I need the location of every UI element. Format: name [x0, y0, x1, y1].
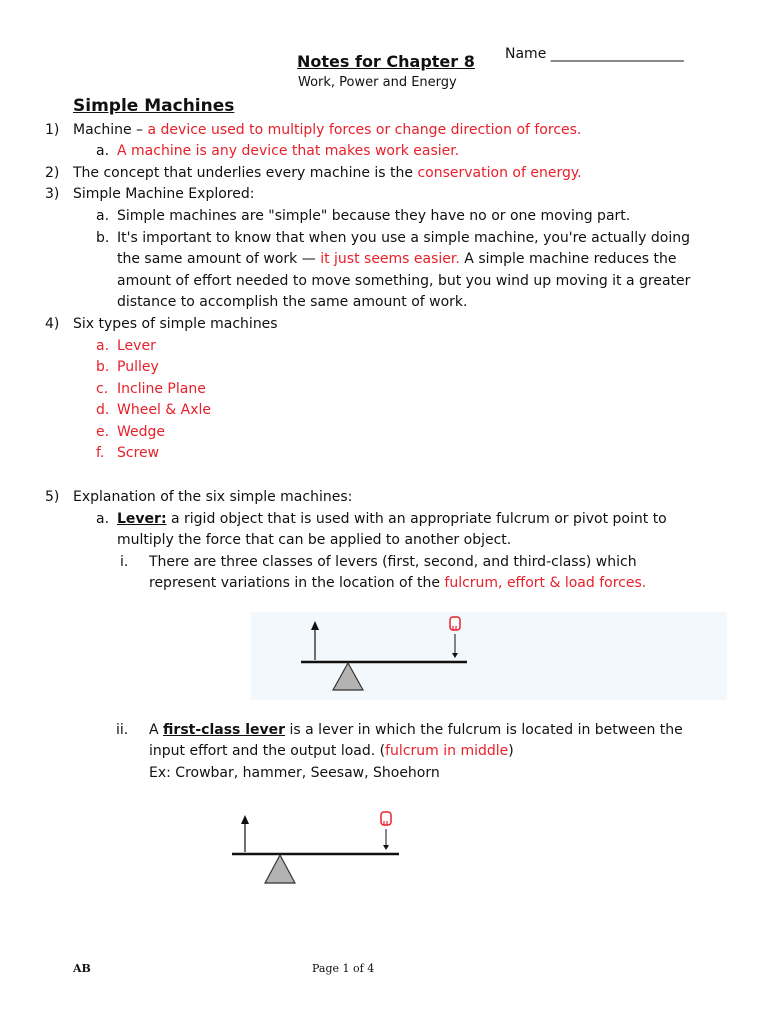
text: represent variations in the location of the [149, 575, 440, 591]
list-number: 3) [45, 186, 60, 202]
list-marker: i. [120, 554, 129, 570]
text: A [149, 722, 159, 738]
section-title: Simple Machines [73, 96, 235, 116]
list-item-cont: Ex: Crowbar, hammer, Seesaw, Shoehorn [149, 765, 440, 781]
list-marker: d. [96, 402, 110, 418]
text: The concept that underlies every machine is the [73, 165, 414, 181]
term: first-class lever [163, 722, 286, 738]
machine-type: Screw [117, 445, 160, 461]
list-item: Six types of simple machines [73, 316, 278, 332]
list-item-cont [149, 573, 646, 594]
list-number: 1) [45, 122, 60, 138]
list-item [149, 720, 683, 741]
machine-type: Incline Plane [117, 381, 206, 397]
list-item [73, 163, 582, 184]
list-item: There are three classes of levers (first, second, and third-class) which [149, 554, 637, 570]
highlight: fulcrum in middle [385, 743, 509, 759]
list-item: A machine is any device that makes work easier. [117, 143, 460, 159]
list-item: It's important to know that when you use a simple machine, you're actually doing [117, 230, 690, 246]
load-weight-icon [450, 617, 460, 630]
name-field-label: Name ___________________ [505, 46, 684, 62]
machine-type: Wedge [117, 424, 166, 440]
list-item: Simple machines are "simple" because they have no or one moving part. [117, 208, 631, 224]
effort-arrowhead [241, 815, 249, 824]
list-item-cont: distance to accomplish the same amount of work. [117, 294, 468, 310]
list-item [73, 120, 581, 141]
list-marker: b. [96, 230, 110, 246]
load-arrowhead [383, 845, 389, 850]
list-marker: a. [96, 143, 110, 159]
list-marker: b. [96, 359, 110, 375]
load-weight-icon [381, 812, 391, 825]
highlight: it just seems easier. [320, 251, 460, 267]
term: Lever: [117, 511, 167, 527]
list-number: 5) [45, 489, 60, 505]
text: input effort and the output load. [149, 743, 376, 759]
first-class-lever-diagram [225, 808, 405, 888]
text: ( [379, 743, 386, 759]
diagram-background [251, 612, 727, 700]
list-marker: e. [96, 424, 110, 440]
machine-type: Lever [117, 338, 156, 354]
text: is a lever in which the fulcrum is located in between the [289, 722, 683, 738]
footer-initials: AB [73, 962, 91, 975]
list-marker: a. [96, 208, 110, 224]
page-number: Page 1 of 4 [312, 962, 375, 975]
list-item-cont [149, 741, 514, 762]
list-number: 2) [45, 165, 60, 181]
list-item-cont [117, 249, 676, 270]
list-marker: a. [96, 511, 110, 527]
text: A simple machine reduces the [464, 251, 677, 267]
list-number: 4) [45, 316, 60, 332]
machine-type: Pulley [117, 359, 159, 375]
definition: a device used to multiply forces or change direction of forces. [147, 122, 582, 138]
term: Machine – [73, 122, 144, 138]
list-item: Simple Machine Explored: [73, 186, 255, 202]
list-marker: ii. [116, 722, 129, 738]
text: the same amount of work — [117, 251, 316, 267]
page-title: Notes for Chapter 8 [297, 52, 475, 71]
text: ) [508, 743, 514, 759]
lever-diagram-classes [251, 612, 727, 700]
page-subtitle: Work, Power and Energy [298, 75, 457, 90]
highlight: conservation of energy. [417, 165, 582, 181]
list-marker: f. [96, 445, 105, 461]
list-item-cont: multiply the force that can be applied to another object. [117, 532, 512, 548]
fulcrum-triangle [265, 855, 295, 883]
list-item-cont: amount of effort needed to move something, but you wind up moving it a greater [117, 273, 691, 289]
list-item: Explanation of the six simple machines: [73, 489, 353, 505]
list-marker: a. [96, 338, 110, 354]
machine-type: Wheel & Axle [117, 402, 212, 418]
text: a rigid object that is used with an appropriate fulcrum or pivot point to [171, 511, 667, 527]
highlight: fulcrum, effort & load forces. [444, 575, 647, 591]
list-marker: c. [96, 381, 109, 397]
list-item [117, 509, 667, 530]
